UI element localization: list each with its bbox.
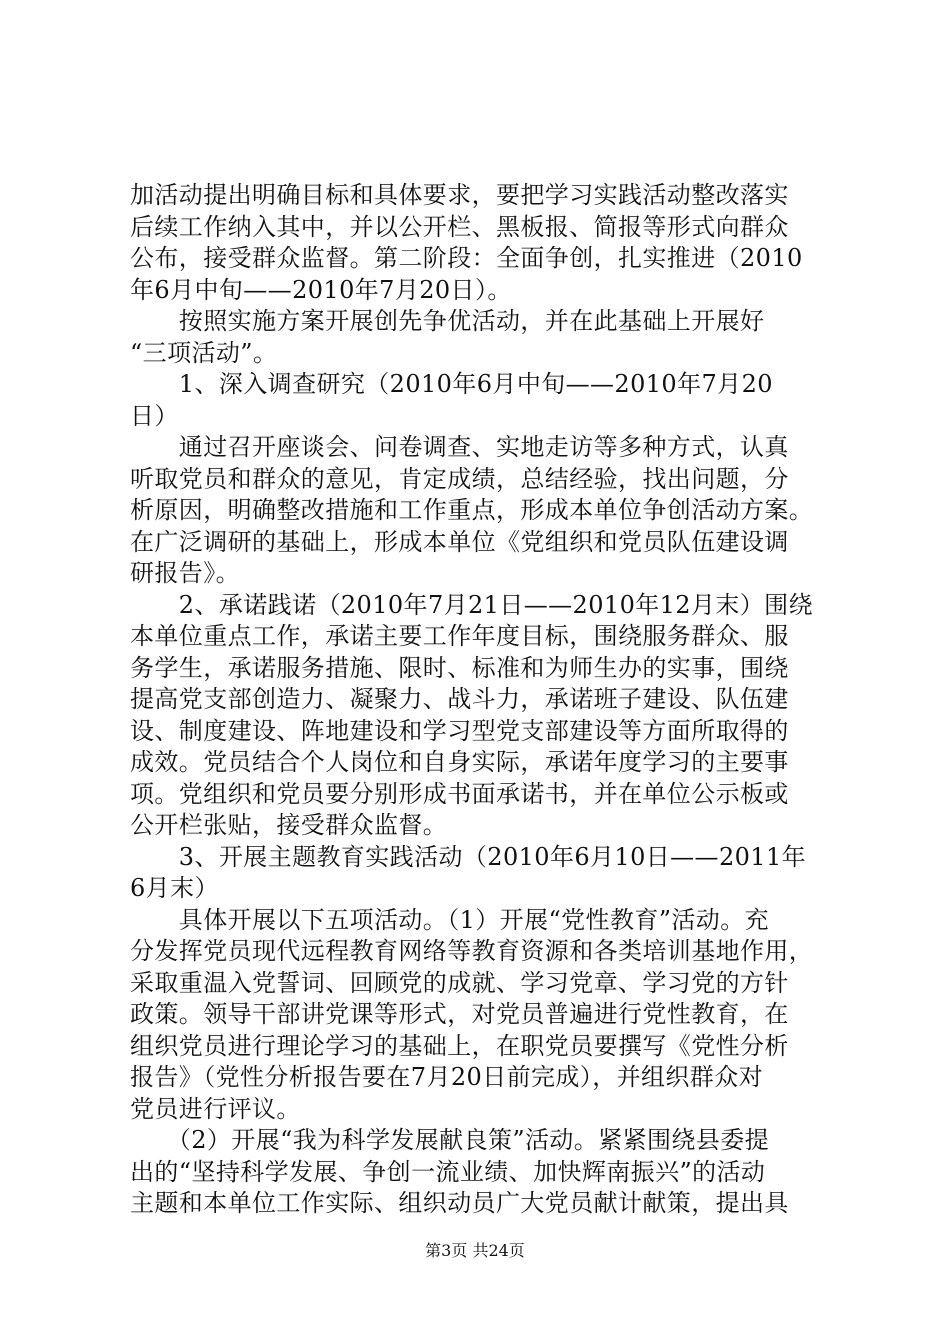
text-line: 1、深入调查研究（2010年6月中旬——2010年7月20 xyxy=(130,370,773,398)
text-line: 务学生，承诺服务措施、限时、标准和为师生办的实事，围绕 xyxy=(130,653,789,682)
text-line: 设、制度建设、阵地建设和学习型党支部建设等方面所取得的 xyxy=(130,716,789,745)
text-line: “三项活动”。 xyxy=(130,338,278,367)
text-line: 3、开展主题教育实践活动（2010年6月10日——2011年 xyxy=(130,842,807,871)
body-text xyxy=(130,180,830,1220)
text-line: 政策。领导干部讲党课等形式，对党员普遍进行党性教育，在 xyxy=(130,1000,789,1028)
text-line: 2、承诺践诺（2010年7月21日——2010年12月末）围绕 xyxy=(130,590,813,619)
text-line: 分发挥党员现代远程教育网络等教育资源和各类培训基地作用， xyxy=(130,937,814,965)
text-line: 听取党员和群众的意见，肯定成绩，总结经验，找出问题，分 xyxy=(130,464,789,493)
text-line: 按照实施方案开展创先争优活动，并在此基础上开展好 xyxy=(130,307,765,335)
text-line: 组织党员进行理论学习的基础上，在职党员要撰写《党性分析 xyxy=(130,1031,789,1060)
text-line: 公开栏张贴，接受群众监督。 xyxy=(130,811,448,839)
text-line: 成效。党员结合个人岗位和自身实际，承诺年度学习的主要事 xyxy=(130,748,789,776)
text-line: 主题和本单位工作实际、组织动员广大党员献计献策，提出具 xyxy=(130,1189,789,1217)
text-line: 析原因，明确整改措施和工作重点，形成本单位争创活动方案。 xyxy=(130,496,814,524)
text-line: 提高党支部创造力、凝聚力、战斗力，承诺班子建设、队伍建 xyxy=(130,685,789,713)
text-line: 具体开展以下五项活动。（1）开展“党性教育”活动。充 xyxy=(130,905,770,934)
page-footer: 第3页 共24页 xyxy=(425,1241,525,1260)
text-line: 出的“坚持科学发展、争创一流业绩、加快辉南振兴”的活动 xyxy=(130,1157,766,1186)
text-line: 采取重温入党誓词、回顾党的成就、学习党章、学习党的方针 xyxy=(130,968,789,997)
text-line: 日） xyxy=(130,401,179,430)
text-line: 党员进行评议。 xyxy=(130,1094,301,1123)
text-line: 公布，接受群众监督。第二阶段：全面争创，扎实推进（2010 xyxy=(130,244,803,272)
text-line: 报告》（党性分析报告要在7月20日前完成），并组织群众对 xyxy=(130,1063,764,1091)
text-line: 在广泛调研的基础上，形成本单位《党组织和党员队伍建设调 xyxy=(130,527,789,556)
text-line: 6月末） xyxy=(130,874,219,902)
text-line: 项。党组织和党员要分别形成书面承诺书，并在单位公示板或 xyxy=(130,779,789,808)
text-line: 年6月中旬——2010年7月20日）。 xyxy=(130,275,512,304)
text-line: 研报告》。 xyxy=(130,559,240,587)
text-line: 通过召开座谈会、问卷调查、实地走访等多种方式，认真 xyxy=(130,433,789,461)
text-line: 后续工作纳入其中，并以公开栏、黑板报、简报等形式向群众 xyxy=(130,212,789,241)
text-line: 加活动提出明确目标和具体要求，要把学习实践活动整改落实 xyxy=(130,181,789,209)
text-line: （2）开展“我为科学发展献良策”活动。紧紧围绕县委提 xyxy=(130,1126,770,1154)
text-line: 本单位重点工作，承诺主要工作年度目标，围绕服务群众、服 xyxy=(130,622,789,650)
